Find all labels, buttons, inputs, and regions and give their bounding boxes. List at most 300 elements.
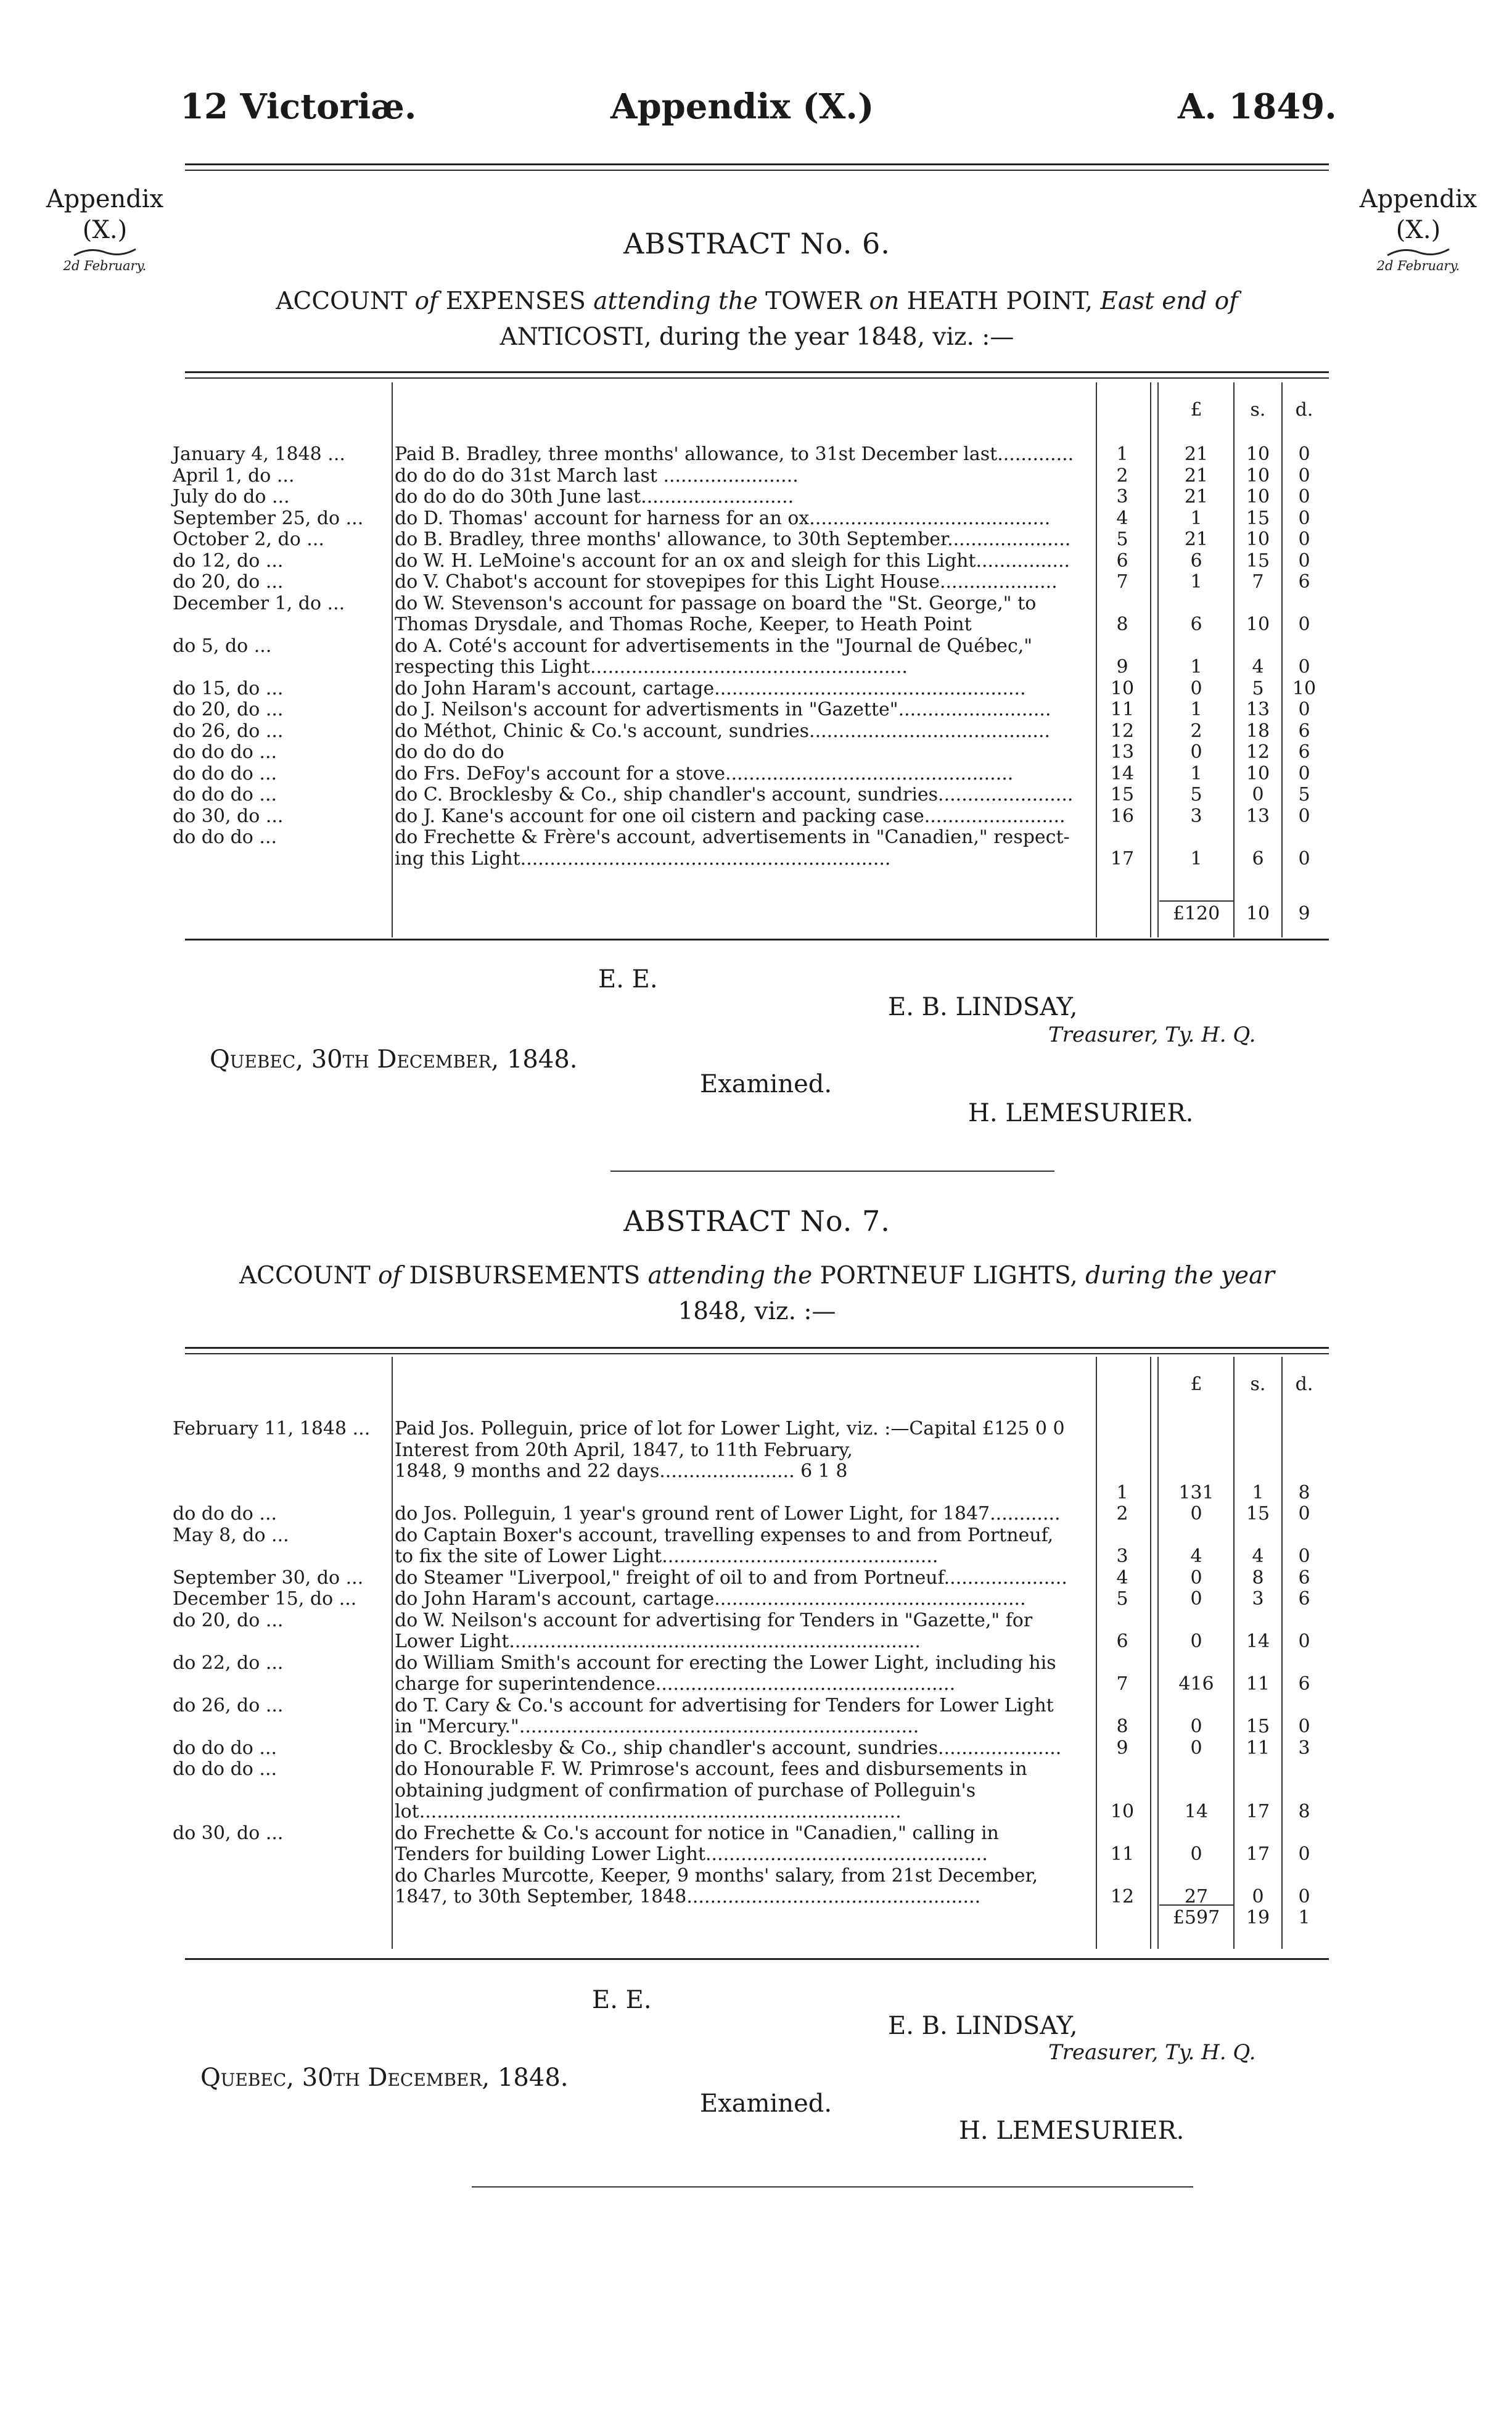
row-description: do John Haram's account, cartage.....................................................	[395, 678, 1026, 699]
row-pounds: 1	[1190, 571, 1202, 593]
row-date: do 22, do ...	[173, 1652, 284, 1674]
table-row	[173, 849, 1332, 870]
row-description: lot..................................................................................	[395, 1801, 902, 1822]
table-row	[173, 529, 1332, 550]
row-date: May 8, do ...	[173, 1524, 289, 1546]
row-pounds: 4	[1190, 1546, 1202, 1567]
row-shillings: 10	[1246, 486, 1270, 508]
row-pence: 0	[1298, 805, 1310, 827]
row-pence: 8	[1298, 1801, 1310, 1822]
table-row	[173, 1440, 1332, 1461]
abstract-6-table	[173, 382, 1332, 937]
table-row	[173, 1418, 1332, 1439]
row-date: do do do ...	[173, 1758, 277, 1780]
table-row	[173, 1823, 1332, 1844]
a6-h-the: the	[718, 287, 758, 315]
row-voucher-number: 17	[1110, 847, 1135, 870]
table-row	[173, 657, 1332, 678]
a6-examiner: H. LEMESURIER.	[968, 1099, 1194, 1127]
row-date: do do do ...	[173, 1503, 277, 1525]
row-pounds: 21	[1184, 486, 1209, 508]
row-pounds: 21	[1184, 529, 1209, 550]
row-date: do 30, do ...	[173, 1822, 284, 1844]
row-voucher-number: 9	[1116, 1737, 1128, 1759]
row-voucher-number: 12	[1110, 1886, 1135, 1908]
margin-tilde-icon	[1384, 247, 1452, 258]
table-row	[173, 784, 1332, 805]
table-row	[173, 636, 1332, 657]
row-voucher-number: 4	[1116, 1566, 1128, 1589]
header-rule-bottom	[185, 170, 1329, 171]
row-voucher-number: 8	[1116, 1716, 1128, 1737]
table-row	[173, 1759, 1332, 1780]
row-pence: 0	[1298, 656, 1310, 678]
table-row	[173, 466, 1332, 487]
row-date: January 4, 1848 ...	[173, 443, 345, 465]
row-pounds: 1	[1190, 656, 1202, 678]
margin-left-appendix: Appendix	[46, 185, 164, 213]
row-date: do 30, do ...	[173, 805, 284, 827]
a6-table-rule-top2	[185, 377, 1329, 379]
row-date: do do do ...	[173, 784, 277, 805]
row-shillings: 10	[1246, 614, 1270, 635]
table-row	[173, 1866, 1332, 1887]
row-description: do Jos. Polleguin, 1 year's ground rent of Lower Light, for 1847............	[395, 1504, 1061, 1525]
row-pence: 0	[1298, 699, 1310, 720]
a7-total-shillings: 19	[1246, 1907, 1270, 1928]
a6-col-pence: d.	[1295, 399, 1313, 421]
row-pence: 0	[1298, 529, 1310, 550]
a7-col-pence: d.	[1295, 1373, 1313, 1395]
row-description: in "Mercury."....................................................................	[395, 1716, 919, 1737]
a7-total-rule	[1159, 1904, 1233, 1906]
row-shillings: 3	[1252, 1588, 1264, 1610]
table-row	[173, 1461, 1332, 1482]
margin-right-x: (X.)	[1395, 216, 1441, 244]
row-date: do do do ...	[173, 741, 277, 763]
row-voucher-number: 13	[1110, 741, 1135, 763]
a6-h-account: ACCOUNT	[276, 287, 408, 315]
table-row	[173, 1801, 1332, 1822]
margin-left-x: (X.)	[82, 216, 128, 244]
table-row	[173, 614, 1332, 635]
table-row	[173, 1546, 1332, 1567]
a6-h-on: on	[869, 287, 900, 315]
row-shillings: 13	[1246, 699, 1270, 720]
table-row	[173, 1887, 1332, 1908]
a6-total-pence: 9	[1298, 903, 1310, 924]
header-rule-top	[185, 163, 1329, 165]
row-voucher-number: 11	[1110, 699, 1135, 720]
a7-h-line2: 1848, viz. :—	[678, 1298, 836, 1325]
a7-signer-title: Treasurer, Ty. H. Q.	[1048, 2040, 1256, 2065]
row-voucher-number: 5	[1116, 529, 1128, 550]
row-voucher-number: 11	[1110, 1843, 1135, 1865]
row-shillings: 15	[1246, 549, 1270, 572]
a7-examiner: H. LEMESURIER.	[959, 2117, 1185, 2145]
row-voucher-number: 1	[1116, 443, 1128, 465]
abstract-7-heading	[185, 1258, 1329, 1330]
running-head-center: Appendix (X.)	[610, 86, 874, 127]
row-shillings: 8	[1252, 1566, 1264, 1589]
row-shillings: 7	[1252, 571, 1264, 593]
row-pounds: 0	[1190, 1737, 1202, 1759]
row-pounds: 6	[1190, 549, 1202, 572]
a7-total-pence: 1	[1298, 1907, 1310, 1928]
abstract-6-heading	[185, 284, 1329, 355]
row-description: do do do do	[395, 742, 504, 763]
table-row	[173, 1844, 1332, 1865]
row-description: do J. Kane's account for one oil cistern and packing case........................	[395, 805, 1066, 827]
row-description: do J. Neilson's account for advertisments in "Gazette"..........................	[395, 699, 1051, 720]
row-date: September 30, do ...	[173, 1566, 364, 1589]
row-voucher-number: 2	[1116, 464, 1128, 487]
row-shillings: 5	[1252, 677, 1264, 699]
a6-column-headers	[173, 400, 1332, 421]
table-row	[173, 444, 1332, 465]
row-pence: 3	[1298, 1737, 1310, 1759]
row-description: Paid B. Bradley, three months' allowance, to 31st December last.............	[395, 444, 1074, 465]
row-date: February 11, 1848 ...	[173, 1418, 371, 1439]
row-date: do 26, do ...	[173, 720, 284, 742]
row-description: do William Smith's account for erecting the Lower Light, including his	[395, 1652, 1056, 1674]
row-voucher-number: 5	[1116, 1588, 1128, 1610]
row-pounds: 1	[1190, 507, 1202, 529]
abstract-7-title: ABSTRACT No. 7.	[623, 1204, 890, 1238]
row-pence: 0	[1298, 1631, 1310, 1652]
row-voucher-number: 7	[1116, 1673, 1128, 1695]
row-description: do T. Cary & Co.'s account for advertising for Tenders for Lower Light	[395, 1695, 1054, 1716]
row-date: do do do ...	[173, 826, 277, 848]
row-description: to fix the site of Lower Light...............................................	[395, 1546, 939, 1567]
a7-ee: E. E.	[592, 1986, 652, 2014]
row-pounds: 27	[1184, 1886, 1209, 1908]
row-date: do 5, do ...	[173, 635, 272, 657]
a7-signer: E. B. LINDSAY,	[888, 2012, 1078, 2040]
row-voucher-number: 8	[1116, 614, 1128, 635]
a6-h-expenses: EXPENSES	[445, 287, 586, 315]
row-shillings: 15	[1246, 1716, 1270, 1737]
row-shillings: 11	[1246, 1737, 1270, 1759]
row-pence: 0	[1298, 1886, 1310, 1908]
row-voucher-number: 6	[1116, 1631, 1128, 1652]
row-shillings: 0	[1252, 1886, 1264, 1908]
a6-examined: Examined.	[700, 1070, 832, 1098]
running-head-left: 12 Victoriæ.	[180, 86, 417, 127]
row-description: do D. Thomas' account for harness for an ox.........................................	[395, 508, 1051, 529]
a7-h-of: of	[378, 1262, 402, 1290]
table-row	[173, 1589, 1332, 1610]
row-pounds: 0	[1190, 1588, 1202, 1610]
table-row	[173, 678, 1332, 699]
row-pence: 6	[1298, 571, 1310, 593]
row-pounds: 21	[1184, 443, 1209, 465]
row-description: do Charles Murcotte, Keeper, 9 months' salary, from 21st December,	[395, 1865, 1038, 1887]
row-shillings: 10	[1246, 529, 1270, 550]
row-description: do W. H. LeMoine's account for an ox and sleigh for this Light................	[395, 550, 1070, 572]
row-pounds: 14	[1184, 1801, 1209, 1822]
table-row	[173, 806, 1332, 827]
table-row	[173, 1610, 1332, 1631]
row-pounds: 1	[1190, 847, 1202, 870]
row-pence: 6	[1298, 1588, 1310, 1610]
a6-signer-title: Treasurer, Ty. H. Q.	[1048, 1023, 1256, 1047]
row-description: do do do do 30th June last..........................	[395, 487, 794, 508]
table-row	[173, 508, 1332, 529]
a7-h-disb: DISBURSEMENTS	[409, 1262, 641, 1290]
row-shillings: 13	[1246, 805, 1270, 827]
a7-table-rule-top2	[185, 1353, 1329, 1354]
row-pence: 0	[1298, 614, 1310, 635]
a6-h-attending: attending	[593, 287, 711, 315]
row-pence: 0	[1298, 507, 1310, 529]
a7-col-pounds: £	[1190, 1373, 1202, 1395]
row-description: do A. Coté's account for advertisements in the "Journal de Québec,"	[395, 635, 1033, 657]
row-description: 1848, 9 months and 22 days....................... 6 1 8	[395, 1461, 848, 1482]
row-pence: 6	[1298, 720, 1310, 742]
row-pence: 0	[1298, 1503, 1310, 1525]
row-description: do W. Neilson's account for advertising for Tenders in "Gazette," for	[395, 1610, 1033, 1631]
row-pounds: 21	[1184, 464, 1209, 487]
row-pence: 5	[1298, 784, 1310, 805]
a6-h-of: of	[414, 287, 438, 315]
row-pounds: 1	[1190, 762, 1202, 784]
row-date: December 1, do ...	[173, 592, 345, 614]
a6-table-rule-top	[185, 371, 1329, 373]
row-shillings: 4	[1252, 1546, 1264, 1567]
row-pounds: 6	[1190, 614, 1202, 635]
row-pence: 0	[1298, 847, 1310, 870]
table-row	[173, 1631, 1332, 1652]
row-shillings: 1	[1252, 1481, 1264, 1504]
a7-examined: Examined.	[700, 2089, 832, 2118]
table-row	[173, 1780, 1332, 1801]
table-row	[173, 1674, 1332, 1695]
a6-table-rule-bottom	[185, 939, 1329, 941]
row-date: do 20, do ...	[173, 699, 284, 720]
row-pence: 6	[1298, 1566, 1310, 1589]
margin-note-right	[1347, 184, 1489, 274]
a6-h-east: East end of	[1100, 287, 1238, 315]
row-description: do do do do 31st March last .......................	[395, 465, 799, 487]
row-date: April 1, do ...	[173, 464, 295, 487]
a7-table-rule-top	[185, 1347, 1329, 1349]
row-voucher-number: 10	[1110, 1801, 1135, 1822]
row-date: do 15, do ...	[173, 677, 284, 699]
row-date: do 26, do ...	[173, 1694, 284, 1716]
table-row	[173, 551, 1332, 572]
row-description: charge for superintendence...................................................	[395, 1674, 956, 1695]
row-shillings: 6	[1252, 847, 1264, 870]
table-row	[173, 742, 1332, 763]
row-pence: 0	[1298, 762, 1310, 784]
row-description: do John Haram's account, cartage.....................................................	[395, 1589, 1026, 1610]
row-description: do Frs. DeFoy's account for a stove.................................................	[395, 763, 1014, 784]
row-description: do Honourable F. W. Primrose's account, fees and disbursements in	[395, 1759, 1027, 1780]
table-row	[173, 1504, 1332, 1525]
row-description: ing this Light...............................................................	[395, 848, 891, 870]
row-date: do 20, do ...	[173, 1609, 284, 1631]
table-row	[173, 764, 1332, 784]
a7-place-date: Quebec, 30th December, 1848.	[200, 2064, 569, 2092]
row-date: do do do ...	[173, 762, 277, 784]
abstract-7-table	[173, 1357, 1332, 1961]
margin-right-date: 2d February.	[1376, 258, 1460, 273]
table-row	[173, 699, 1332, 720]
row-shillings: 10	[1246, 464, 1270, 487]
margin-note-left	[37, 184, 173, 274]
table-row	[173, 593, 1332, 614]
row-description: do Captain Boxer's account, travelling expenses to and from Portneuf,	[395, 1525, 1054, 1546]
row-voucher-number: 2	[1116, 1503, 1128, 1525]
a6-place-date: Quebec, 30th December, 1848.	[210, 1045, 578, 1074]
a7-column-headers	[173, 1374, 1332, 1395]
row-shillings: 10	[1246, 443, 1270, 465]
row-pence: 0	[1298, 1843, 1310, 1865]
row-date: July do do ...	[173, 486, 290, 508]
margin-left-date: 2d February.	[63, 258, 147, 273]
row-pounds: 0	[1190, 1566, 1202, 1589]
row-description: do Steamer "Liverpool," freight of oil to and from Portneuf.....................	[395, 1567, 1067, 1589]
a7-total-row	[173, 1908, 1332, 1928]
row-pounds: 0	[1190, 1631, 1202, 1652]
row-pounds: 2	[1190, 720, 1202, 742]
row-shillings: 14	[1246, 1631, 1270, 1652]
a6-h-line2: ANTICOSTI, during the year 1848, viz. :—	[499, 323, 1014, 351]
row-shillings: 15	[1246, 507, 1270, 529]
row-pence: 8	[1298, 1481, 1310, 1504]
row-pence: 0	[1298, 486, 1310, 508]
row-description: Thomas Drysdale, and Thomas Roche, Keeper, to Heath Point	[395, 614, 972, 635]
a7-col-shillings: s.	[1250, 1373, 1266, 1395]
table-row	[173, 487, 1332, 508]
row-pounds: 1	[1190, 699, 1202, 720]
row-date: October 2, do ...	[173, 529, 324, 550]
row-voucher-number: 16	[1110, 805, 1135, 827]
row-shillings: 15	[1246, 1503, 1270, 1525]
row-shillings: 0	[1252, 784, 1264, 805]
row-voucher-number: 10	[1110, 677, 1135, 699]
row-description: obtaining judgment of confirmation of purchase of Polleguin's	[395, 1780, 976, 1801]
a7-h-portneuf: PORTNEUF LIGHTS,	[820, 1262, 1078, 1290]
abstract-6-title: ABSTRACT No. 6.	[623, 227, 890, 260]
margin-tilde-icon	[71, 247, 139, 258]
running-head-right: A. 1849.	[1178, 86, 1337, 127]
a7-total-pounds: £597	[1172, 1907, 1220, 1928]
row-voucher-number: 3	[1116, 1546, 1128, 1567]
row-shillings: 4	[1252, 656, 1264, 678]
row-description: do C. Brocklesby & Co., ship chandler's account, sundries.....................	[395, 1737, 1062, 1759]
row-voucher-number: 9	[1116, 656, 1128, 678]
row-shillings: 10	[1246, 762, 1270, 784]
a6-col-pounds: £	[1190, 399, 1202, 421]
table-row	[173, 1716, 1332, 1737]
row-voucher-number: 15	[1110, 784, 1135, 805]
a6-h-tower: TOWER	[765, 287, 862, 315]
row-voucher-number: 7	[1116, 571, 1128, 593]
section-divider	[610, 1171, 1054, 1172]
a6-total-shillings: 10	[1246, 903, 1270, 924]
row-description: do W. Stevenson's account for passage on board the "St. George," to	[395, 593, 1037, 614]
row-pounds: 3	[1190, 805, 1202, 827]
a6-total-pounds: £120	[1172, 903, 1220, 924]
row-description: do Frechette & Frère's account, advertisements in "Canadien," respect-	[395, 827, 1070, 848]
table-row	[173, 1483, 1332, 1504]
row-description: do Frechette & Co.'s account for notice in "Canadien," calling in	[395, 1822, 999, 1844]
a6-ee: E. E.	[598, 965, 658, 994]
row-description: Tenders for building Lower Light................................................	[395, 1844, 988, 1865]
row-pounds: 416	[1178, 1673, 1214, 1695]
row-date: September 25, do ...	[173, 507, 364, 529]
row-pounds: 131	[1178, 1481, 1214, 1504]
row-voucher-number: 14	[1110, 762, 1135, 784]
row-pounds: 0	[1190, 1716, 1202, 1737]
table-row	[173, 572, 1332, 593]
row-date: do 20, do ...	[173, 571, 284, 593]
table-row	[173, 1568, 1332, 1589]
a6-signer: E. B. LINDSAY,	[888, 993, 1078, 1021]
row-description: do C. Brocklesby & Co., ship chandler's account, sundries.......................	[395, 784, 1074, 805]
row-voucher-number: 3	[1116, 486, 1128, 508]
a6-total-rule	[1159, 900, 1233, 902]
row-description: do B. Bradley, three months' allowance, to 30th September.....................	[395, 529, 1071, 550]
a7-h-during: during the year	[1085, 1262, 1275, 1290]
row-voucher-number: 1	[1116, 1481, 1128, 1504]
table-row	[173, 1738, 1332, 1759]
table-row	[173, 721, 1332, 742]
a7-table-rule-bottom	[185, 1958, 1329, 1960]
table-row	[173, 1525, 1332, 1546]
row-pounds: 0	[1190, 1503, 1202, 1525]
row-voucher-number: 6	[1116, 549, 1128, 572]
a7-h-attending: attending the	[647, 1262, 813, 1290]
row-pence: 6	[1298, 741, 1310, 763]
row-description: Paid Jos. Polleguin, price of lot for Lower Light, viz. :—Capital £125 0 0	[395, 1418, 1065, 1439]
row-pence: 0	[1298, 443, 1310, 465]
row-shillings: 11	[1246, 1673, 1270, 1695]
row-date: do do do ...	[173, 1737, 277, 1759]
margin-right-appendix: Appendix	[1359, 185, 1477, 213]
row-description: do V. Chabot's account for stovepipes for this Light House....................	[395, 572, 1058, 593]
row-shillings: 18	[1246, 720, 1270, 742]
row-shillings: 17	[1246, 1801, 1270, 1822]
row-description: Lower Light......................................................................	[395, 1631, 921, 1652]
row-description: Interest from 20th April, 1847, to 11th February,	[395, 1439, 853, 1461]
row-pounds: 0	[1190, 1843, 1202, 1865]
row-description: do Méthot, Chinic & Co.'s account, sundries.........................................	[395, 720, 1051, 742]
a7-h-account: ACCOUNT	[239, 1262, 371, 1290]
table-row	[173, 1695, 1332, 1716]
row-pence: 0	[1298, 464, 1310, 487]
table-row	[173, 827, 1332, 848]
row-pence: 10	[1292, 677, 1317, 699]
row-shillings: 17	[1246, 1843, 1270, 1865]
row-pounds: 5	[1190, 784, 1202, 805]
row-pence: 0	[1298, 1716, 1310, 1737]
table-row	[173, 1653, 1332, 1674]
row-description: 1847, to 30th September, 1848..................................................	[395, 1887, 981, 1908]
a6-h-heath: HEATH POINT,	[906, 287, 1093, 315]
row-description: respecting this Light......................................................	[395, 657, 908, 678]
row-pounds: 0	[1190, 741, 1202, 763]
row-pence: 0	[1298, 549, 1310, 572]
end-divider	[472, 2186, 1193, 2188]
a6-total-row	[173, 903, 1332, 924]
row-pence: 0	[1298, 1546, 1310, 1567]
row-pounds: 0	[1190, 677, 1202, 699]
row-voucher-number: 4	[1116, 507, 1128, 529]
row-voucher-number: 12	[1110, 720, 1135, 742]
